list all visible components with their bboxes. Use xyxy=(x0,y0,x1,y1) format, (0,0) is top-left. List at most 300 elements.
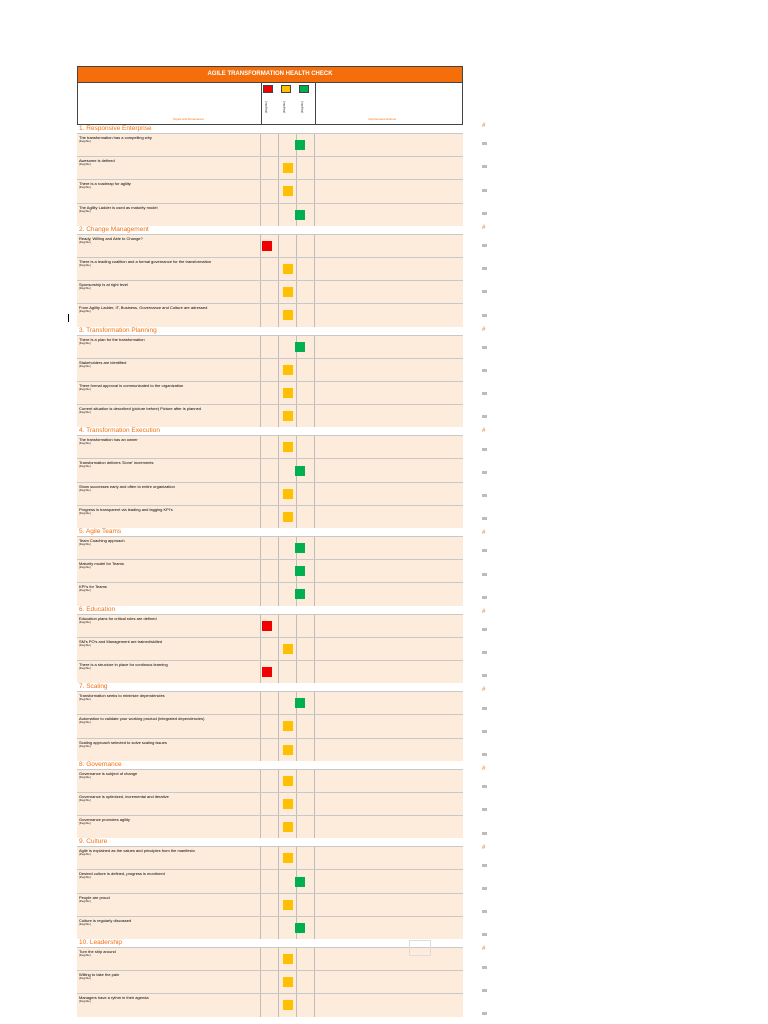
column-divider xyxy=(296,894,297,916)
check-row xyxy=(77,404,463,427)
column-divider xyxy=(278,948,279,970)
column-divider xyxy=(296,235,297,257)
row-name: Governance promotes agility xyxy=(79,817,130,823)
column-divider xyxy=(296,281,297,303)
improvement-action-cell[interactable] xyxy=(315,715,463,737)
row-name: Agile is explained as the values and principles from the manifesto xyxy=(79,848,195,854)
section-title: 9. Culture xyxy=(79,838,108,846)
column-divider xyxy=(260,204,261,226)
margin-tick xyxy=(482,448,487,451)
column-divider xyxy=(278,537,279,559)
topics-header: Topics and Dimensions xyxy=(173,117,204,121)
yellow-swatch xyxy=(281,85,291,93)
column-divider xyxy=(296,304,297,326)
improvement-action-cell[interactable] xyxy=(315,816,463,838)
row-text xyxy=(79,383,259,392)
text-cursor xyxy=(68,314,69,322)
row-text xyxy=(79,817,259,826)
row-name: Governance is optimized, incremental and iterative xyxy=(79,793,169,799)
row-name: Transformation seeks to minimize dependencies xyxy=(79,693,165,699)
status-cell-yellow[interactable] xyxy=(283,163,293,173)
row-text xyxy=(79,484,259,493)
column-divider xyxy=(296,847,297,869)
column-divider xyxy=(260,405,261,427)
improvement-action-cell[interactable] xyxy=(315,483,463,505)
improvement-action-cell[interactable] xyxy=(315,235,463,257)
column-divider xyxy=(278,847,279,869)
margin-tick xyxy=(482,392,487,395)
column-divider xyxy=(260,994,261,1016)
status-cell-yellow[interactable] xyxy=(283,411,293,421)
column-divider xyxy=(278,692,279,714)
section xyxy=(77,226,463,327)
column-divider xyxy=(296,793,297,815)
improvement-action-cell[interactable] xyxy=(315,994,463,1016)
status-cell-red[interactable] xyxy=(262,667,272,677)
status-cell-yellow[interactable] xyxy=(283,977,293,987)
section xyxy=(77,939,463,1017)
margin-tick xyxy=(482,549,487,552)
column-divider xyxy=(260,948,261,970)
margin-tick xyxy=(482,244,487,247)
status-cell-green[interactable] xyxy=(295,210,305,220)
margin-tick xyxy=(482,573,487,576)
row-name: People are proud xyxy=(79,894,110,900)
status-cell-yellow[interactable] xyxy=(283,900,293,910)
row-text xyxy=(79,949,259,958)
column-divider xyxy=(278,235,279,257)
row-text xyxy=(79,205,259,214)
status-cell-yellow[interactable] xyxy=(283,799,293,809)
column-divider xyxy=(278,583,279,605)
column-divider xyxy=(296,770,297,792)
row-text xyxy=(79,662,259,671)
check-row xyxy=(77,970,463,993)
sections-container xyxy=(77,125,463,1017)
status-cell-yellow[interactable] xyxy=(283,186,293,196)
row-description: [illegible] xyxy=(79,852,91,857)
column-divider xyxy=(278,483,279,505)
status-cell-yellow[interactable] xyxy=(283,745,293,755)
row-description: [illegible] xyxy=(79,619,91,624)
section-marker: # xyxy=(482,608,486,615)
status-cell-yellow[interactable] xyxy=(283,365,293,375)
check-row xyxy=(77,916,463,939)
section-marker: # xyxy=(482,123,486,129)
improvement-action-cell[interactable] xyxy=(315,948,463,970)
margin-tick xyxy=(482,471,487,474)
column-divider xyxy=(260,134,261,156)
row-description: [illegible] xyxy=(79,139,91,143)
check-row xyxy=(77,280,463,303)
column-divider xyxy=(296,661,297,683)
row-text xyxy=(79,561,259,570)
status-cell-yellow[interactable] xyxy=(283,287,293,297)
row-description: [illegible] xyxy=(79,185,91,190)
row-name: There is a leading coalition and a formal governance for the transformation xyxy=(79,258,212,264)
row-name: There formal approval is communicated to the organization xyxy=(79,382,184,388)
check-row xyxy=(77,203,463,226)
improvement-action-cell[interactable] xyxy=(315,506,463,528)
check-row xyxy=(77,893,463,916)
row-name: Education plans for critical roles are defined xyxy=(79,615,157,621)
row-name: Culture is regularly discussed xyxy=(79,917,132,923)
row-name: There is a plan for the transformation xyxy=(79,336,145,342)
column-divider xyxy=(296,715,297,737)
margin-tick xyxy=(482,290,487,293)
improvement-action-cell[interactable] xyxy=(315,436,463,458)
improvement-action-cell[interactable] xyxy=(315,847,463,869)
row-name: There is a structure in place for continous learning xyxy=(79,661,168,667)
row-name: The transformation has a compelling why xyxy=(79,135,152,140)
header-divider xyxy=(315,83,316,124)
section-marker: # xyxy=(482,946,486,953)
row-text xyxy=(79,740,259,749)
improvement-action-cell[interactable] xyxy=(315,180,463,202)
improvement-action-cell[interactable] xyxy=(315,870,463,892)
margin-tick xyxy=(482,189,487,192)
row-description: [illegible] xyxy=(79,542,91,546)
check-row xyxy=(77,156,463,179)
column-divider xyxy=(260,157,261,179)
improvement-action-cell[interactable] xyxy=(315,336,463,358)
column-divider xyxy=(278,506,279,528)
margin-tick xyxy=(482,415,487,418)
row-name: Awesome is defined xyxy=(79,158,115,164)
row-description: [illegible] xyxy=(79,565,91,570)
check-row xyxy=(77,947,463,970)
improvement-action-cell[interactable] xyxy=(315,405,463,427)
column-divider xyxy=(260,359,261,381)
column-divider xyxy=(278,615,279,637)
row-name: Governance is subject of change xyxy=(79,770,138,776)
column-divider xyxy=(296,739,297,761)
margin-tick xyxy=(482,989,487,992)
status-cell-yellow[interactable] xyxy=(283,954,293,964)
row-description: [illegible] xyxy=(79,410,91,415)
improvement-action-cell[interactable] xyxy=(315,359,463,381)
row-text xyxy=(79,871,259,880)
column-divider xyxy=(260,692,261,714)
column-divider xyxy=(260,870,261,892)
row-description: [illegible] xyxy=(79,898,91,903)
status-cell-yellow[interactable] xyxy=(283,489,293,499)
header-divider xyxy=(261,83,262,124)
row-text xyxy=(79,181,259,190)
check-row xyxy=(77,133,463,156)
column-divider xyxy=(260,638,261,660)
check-row xyxy=(77,505,463,528)
row-description: [illegible] xyxy=(79,464,91,469)
row-name: Team Coaching approach xyxy=(79,538,125,543)
row-name: The Agility Ladder is used as maturity model xyxy=(79,204,158,210)
column-divider xyxy=(278,336,279,358)
margin-tick xyxy=(482,369,487,372)
column-divider xyxy=(296,506,297,528)
column-divider xyxy=(260,661,261,683)
check-row xyxy=(77,435,463,458)
column-divider xyxy=(260,537,261,559)
row-text xyxy=(79,337,259,346)
margin-tick xyxy=(482,628,487,631)
improvement-action-cell[interactable] xyxy=(315,739,463,761)
column-divider xyxy=(278,436,279,458)
section-marker: # xyxy=(482,766,486,772)
row-text xyxy=(79,538,259,547)
improvement-action-cell[interactable] xyxy=(315,560,463,582)
column-divider xyxy=(260,336,261,358)
row-name: Automation to validate your working product (integrated dependencies) xyxy=(79,716,205,722)
status-cell-green[interactable] xyxy=(295,566,305,576)
column-divider xyxy=(278,382,279,404)
status-cell-yellow[interactable] xyxy=(283,442,293,452)
improvement-action-cell[interactable] xyxy=(315,917,463,939)
page-stamp-logo xyxy=(409,940,431,956)
row-description: [illegible] xyxy=(79,208,91,213)
status-cell-red[interactable] xyxy=(262,621,272,631)
column-divider xyxy=(260,304,261,326)
check-row xyxy=(77,815,463,838)
section xyxy=(77,761,463,839)
row-name: Turn the ship around xyxy=(79,949,116,954)
check-row xyxy=(77,614,463,637)
status-cell-red[interactable] xyxy=(262,241,272,251)
check-row xyxy=(77,536,463,559)
row-text xyxy=(79,771,259,780)
section-marker: # xyxy=(482,224,486,231)
status-cell-yellow[interactable] xyxy=(283,1000,293,1010)
sheet-header xyxy=(77,83,463,125)
row-name: The transformation has an owner xyxy=(79,437,138,443)
row-description: [illegible] xyxy=(79,665,91,670)
row-description: [illegible] xyxy=(79,875,91,880)
column-divider xyxy=(260,180,261,202)
column-divider xyxy=(278,359,279,381)
section xyxy=(77,125,463,226)
section-title: 7. Scaling xyxy=(79,683,108,691)
column-divider xyxy=(278,281,279,303)
status-cell-yellow[interactable] xyxy=(283,512,293,522)
status-cell-yellow[interactable] xyxy=(283,853,293,863)
margin-tick xyxy=(482,910,487,913)
margin-tick xyxy=(482,832,487,835)
column-divider xyxy=(278,459,279,481)
row-text xyxy=(79,507,259,516)
check-row xyxy=(77,660,463,683)
row-description: [illegible] xyxy=(79,262,91,267)
section-title: 3. Transformation Planning xyxy=(79,326,157,334)
row-name: Show successes early and often to entire organization xyxy=(79,483,175,489)
column-divider xyxy=(260,483,261,505)
check-row xyxy=(77,335,463,358)
section xyxy=(77,606,463,684)
faint-watermark xyxy=(395,685,411,697)
improvement-action-cell[interactable] xyxy=(315,692,463,714)
improvement-action-cell[interactable] xyxy=(315,281,463,303)
improvement-action-cell[interactable] xyxy=(315,537,463,559)
improvement-action-cell[interactable] xyxy=(315,204,463,226)
column-divider xyxy=(296,157,297,179)
row-text xyxy=(79,639,259,648)
column-divider xyxy=(278,180,279,202)
row-name: Maturity model for Teams xyxy=(79,561,124,567)
column-divider xyxy=(260,894,261,916)
column-divider xyxy=(260,615,261,637)
section-title: 8. Governance xyxy=(79,760,122,768)
column-divider xyxy=(260,258,261,280)
status-cell-green[interactable] xyxy=(295,140,305,150)
status-cell-yellow[interactable] xyxy=(283,776,293,786)
improvement-action-cell[interactable] xyxy=(315,661,463,683)
column-divider xyxy=(278,405,279,427)
row-name: Stakeholders are identified xyxy=(79,359,127,365)
check-row xyxy=(77,769,463,792)
row-text xyxy=(79,918,259,927)
row-description: [illegible] xyxy=(79,363,91,368)
improvement-action-cell[interactable] xyxy=(315,459,463,481)
row-text xyxy=(79,584,259,593)
improvement-header: Improvement Actions xyxy=(368,117,397,121)
status-cell-yellow[interactable] xyxy=(283,644,293,654)
improvement-action-cell[interactable] xyxy=(315,894,463,916)
row-description: [illegible] xyxy=(79,743,91,748)
column-divider xyxy=(278,204,279,226)
improvement-action-cell[interactable] xyxy=(315,134,463,156)
row-name: Progress is transparent via leading and lagging KPI's xyxy=(79,506,173,512)
row-name: Scaling approach selected to solve scaling issues xyxy=(79,739,167,745)
column-divider xyxy=(278,304,279,326)
row-description: [illegible] xyxy=(79,720,91,725)
status-cell-green[interactable] xyxy=(295,589,305,599)
column-divider xyxy=(296,483,297,505)
column-divider xyxy=(260,583,261,605)
column-divider xyxy=(260,459,261,481)
column-divider xyxy=(278,793,279,815)
column-divider xyxy=(260,739,261,761)
row-name: Current situation is described (picture before) Picture after is planned xyxy=(79,406,202,412)
check-row xyxy=(77,993,463,1016)
improvement-action-cell[interactable] xyxy=(315,793,463,815)
status-label-yellow: [illegible] xyxy=(282,101,286,113)
section xyxy=(77,528,463,606)
section xyxy=(77,838,463,939)
row-text xyxy=(79,616,259,625)
column-divider xyxy=(296,359,297,381)
improvement-action-cell[interactable] xyxy=(315,971,463,993)
column-divider xyxy=(296,615,297,637)
check-row xyxy=(77,846,463,869)
margin-tick xyxy=(482,864,487,867)
row-text xyxy=(79,972,259,981)
check-row xyxy=(77,257,463,280)
row-description: [illegible] xyxy=(79,162,91,167)
improvement-action-cell[interactable] xyxy=(315,615,463,637)
margin-tick xyxy=(482,785,487,788)
check-row xyxy=(77,179,463,202)
column-divider xyxy=(296,405,297,427)
row-text xyxy=(79,995,259,1004)
margin-tick xyxy=(482,933,487,936)
column-divider xyxy=(260,560,261,582)
column-divider xyxy=(278,770,279,792)
row-description: [illegible] xyxy=(79,921,91,926)
check-row xyxy=(77,714,463,737)
column-divider xyxy=(296,436,297,458)
status-cell-green[interactable] xyxy=(295,466,305,476)
section-marker: # xyxy=(482,687,486,694)
status-cell-yellow[interactable] xyxy=(283,822,293,832)
improvement-action-cell[interactable] xyxy=(315,770,463,792)
margin-tick xyxy=(482,887,487,890)
status-cell-green[interactable] xyxy=(295,877,305,887)
margin-tick xyxy=(482,494,487,497)
margin-tick xyxy=(482,596,487,599)
column-divider xyxy=(278,157,279,179)
status-cell-green[interactable] xyxy=(295,543,305,553)
section xyxy=(77,327,463,428)
margin-tick xyxy=(482,808,487,811)
improvement-action-cell[interactable] xyxy=(315,258,463,280)
improvement-action-cell[interactable] xyxy=(315,638,463,660)
row-description: [illegible] xyxy=(79,642,91,647)
column-divider xyxy=(260,506,261,528)
column-divider xyxy=(260,917,261,939)
row-description: [illegible] xyxy=(79,821,91,826)
status-cell-green[interactable] xyxy=(295,923,305,933)
status-cell-green[interactable] xyxy=(295,342,305,352)
check-row xyxy=(77,637,463,660)
column-divider xyxy=(278,638,279,660)
row-text xyxy=(79,305,259,314)
row-description: [illegible] xyxy=(79,588,91,593)
row-description: [illegible] xyxy=(79,340,91,345)
check-row xyxy=(77,234,463,257)
section-marker: # xyxy=(482,530,486,537)
column-divider xyxy=(278,258,279,280)
status-cell-yellow[interactable] xyxy=(283,721,293,731)
column-divider xyxy=(278,816,279,838)
margin-tick xyxy=(482,517,487,520)
margin-tick xyxy=(482,165,487,168)
status-cell-yellow[interactable] xyxy=(283,388,293,398)
margin-tick xyxy=(482,142,487,145)
check-row xyxy=(77,738,463,761)
section xyxy=(77,427,463,528)
column-divider xyxy=(296,948,297,970)
status-cell-green[interactable] xyxy=(295,698,305,708)
column-divider xyxy=(278,870,279,892)
row-description: [illegible] xyxy=(79,976,91,981)
improvement-action-cell[interactable] xyxy=(315,583,463,605)
row-description: [illegible] xyxy=(79,309,91,314)
row-text xyxy=(79,259,259,268)
improvement-action-cell[interactable] xyxy=(315,157,463,179)
green-swatch xyxy=(299,85,309,93)
status-cell-yellow[interactable] xyxy=(283,264,293,274)
row-text xyxy=(79,282,259,291)
column-divider xyxy=(260,971,261,993)
status-cell-yellow[interactable] xyxy=(283,310,293,320)
section-title: 2. Change Management xyxy=(79,225,149,233)
column-divider xyxy=(296,971,297,993)
margin-tick xyxy=(482,651,487,654)
row-description: [illegible] xyxy=(79,510,91,515)
column-divider xyxy=(260,715,261,737)
column-divider xyxy=(260,847,261,869)
improvement-action-cell[interactable] xyxy=(315,304,463,326)
margin-tick xyxy=(482,730,487,733)
improvement-action-cell[interactable] xyxy=(315,382,463,404)
